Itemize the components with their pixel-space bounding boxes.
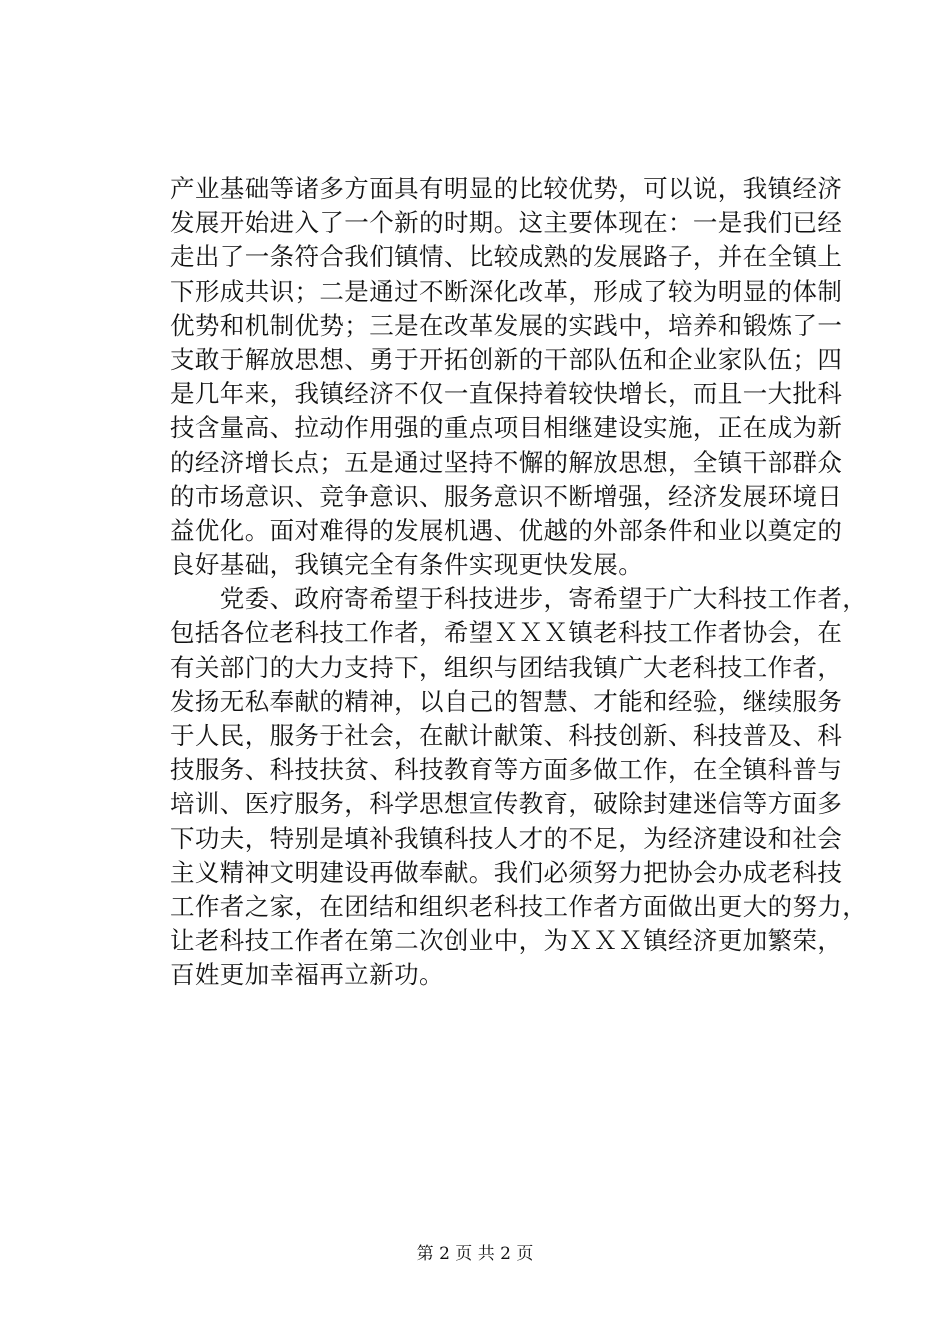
text-line: 技含量高、拉动作用强的重点项目相继建设实施，正在成为新 [170,413,843,443]
text-line: 让老科技工作者在第二次创业中，为ＸＸＸ镇经济更加繁荣， [170,926,843,956]
text-line: 党委、政府寄希望于科技进步，寄希望于广大科技工作者， [170,584,868,614]
text-line: 百姓更加幸福再立新功。 [170,960,444,990]
text-line: 是几年来，我镇经济不仅一直保持着较快增长，而且一大批科 [170,379,843,409]
text-line: 包括各位老科技工作者，希望ＸＸＸ镇老科技工作者协会，在 [170,618,843,648]
text-line: 优势和机制优势；三是在改革发展的实践中，培养和锻炼了一 [170,310,843,340]
text-line: 于人民，服务于社会，在献计献策、科技创新、科技普及、科 [170,721,843,750]
text-line: 下形成共识；二是通过不断深化改革，形成了较为明显的体制 [170,276,843,306]
text-line: 技服务、科技扶贫、科技教育等方面多做工作，在全镇科普与 [170,755,843,785]
text-line: 发展开始进入了一个新的时期。这主要体现在：一是我们已经 [170,208,843,238]
text-line: 主义精神文明建设再做奉献。我们必须努力把协会办成老科技 [170,857,843,887]
text-line: 有关部门的大力支持下，组织与团结我镇广大老科技工作者， [170,652,843,682]
text-line: 培训、医疗服务，科学思想宣传教育，破除封建迷信等方面多 [170,789,843,819]
text-line: 工作者之家，在团结和组织老科技工作者方面做出更大的努力， [170,891,868,921]
text-line: 益优化。面对难得的发展机遇、优越的外部条件和业以奠定的 [170,515,843,545]
text-line: 走出了一条符合我们镇情、比较成熟的发展路子，并在全镇上 [170,242,843,272]
body-text [170,172,868,993]
text-line: 的经济增长点；五是通过坚持不懈的解放思想，全镇干部群众 [170,447,843,477]
text-line: 支敢于解放思想、勇于开拓创新的干部队伍和企业家队伍；四 [170,344,843,374]
text-line: 发扬无私奉献的精神，以自己的智慧、才能和经验，继续服务 [170,686,843,716]
text-line: 下功夫，特别是填补我镇科技人才的不足，为经济建设和社会 [170,823,843,853]
page-footer: 第 2 页 共 2 页 [416,1244,534,1264]
text-line: 产业基础等诸多方面具有明显的比较优势，可以说，我镇经济 [170,174,843,203]
text-line: 良好基础，我镇完全有条件实现更快发展。 [170,550,644,580]
text-line: 的市场意识、竞争意识、服务意识不断增强，经济发展环境日 [170,481,843,511]
